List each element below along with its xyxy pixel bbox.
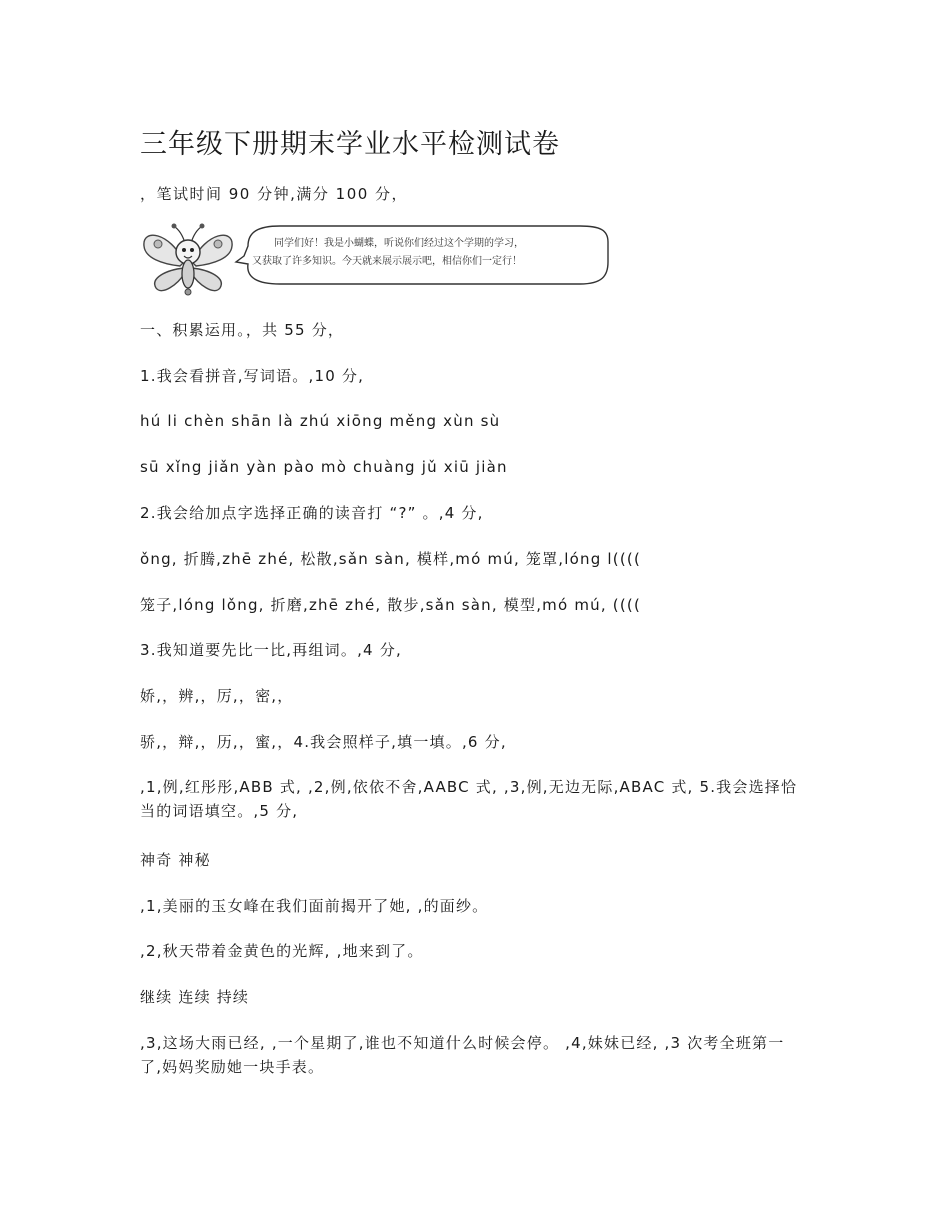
word-choices-1: 神奇 神秘 [140,851,211,869]
butterfly-icon [144,224,232,296]
page-title: 三年级下册期末学业水平检测试卷 [140,129,560,160]
section-heading: 一、积累运用。，共 55 分， [140,321,345,339]
speech-bubble [236,226,608,284]
question-4-5: ,1,例,红彤彤,ABB 式, ,2,例,依依不舍,AABC 式, ,3,例,无边无际,ABAC 式, 5.我会选择恰当的词语填空。,5 分, [140,778,798,820]
reading-row-1: ǒng, 折腾,zhē zhé, 松散,sǎn sàn, 模样,mó mú, 笼罩,lóng l(((( [140,550,641,568]
reading-row-2: 笼子,lóng lǒng, 折磨,zhē zhé, 散步,sǎn sàn, 模型,mó mú, (((( [140,596,641,614]
exam-info: ，笔试时间 90 分钟,满分 100 分， [140,185,409,203]
bubble-line-2: 又获取了许多知识。今天就来展示展示吧，相信你们一定行！ [252,256,522,267]
compare-row-2: 骄,，辩,，历,，蜜,，4.我会照样子,填一填。,6 分, [140,733,507,751]
question-1: 1.我会看拼音,写词语。,10 分, [140,367,365,385]
fill-item-3-4: ,3,这场大雨已经, ,一个星期了,谁也不知道什么时候会停。 ,4,妹妹已经, ,3 次考全班第一了,妈妈奖励她一块手表。 [140,1034,785,1076]
question-2: 2.我会给加点字选择正确的读音打 “?” 。,4 分, [140,504,484,522]
word-choices-2: 继续 连续 持续 [140,988,250,1006]
bubble-line-1: 同学们好！我是小蝴蝶，听说你们经过这个学期的学习， [274,238,524,249]
question-3: 3.我知道要先比一比,再组词。,4 分, [140,641,402,659]
butterfly-banner [140,222,610,298]
fill-item-2: ,2,秋天带着金黄色的光辉, ,地来到了。 [140,942,424,960]
pinyin-row-1: hú li chèn shān là zhú xiōng měng xùn sù [140,412,501,430]
pinyin-row-2: sū xǐng jiǎn yàn pào mò chuàng jǔ xiū jiàn [140,458,508,476]
fill-item-1: ,1,美丽的玉女峰在我们面前揭开了她, ,的面纱。 [140,897,489,915]
compare-row-1: 娇,，辨,，厉,，密,， [140,687,294,705]
